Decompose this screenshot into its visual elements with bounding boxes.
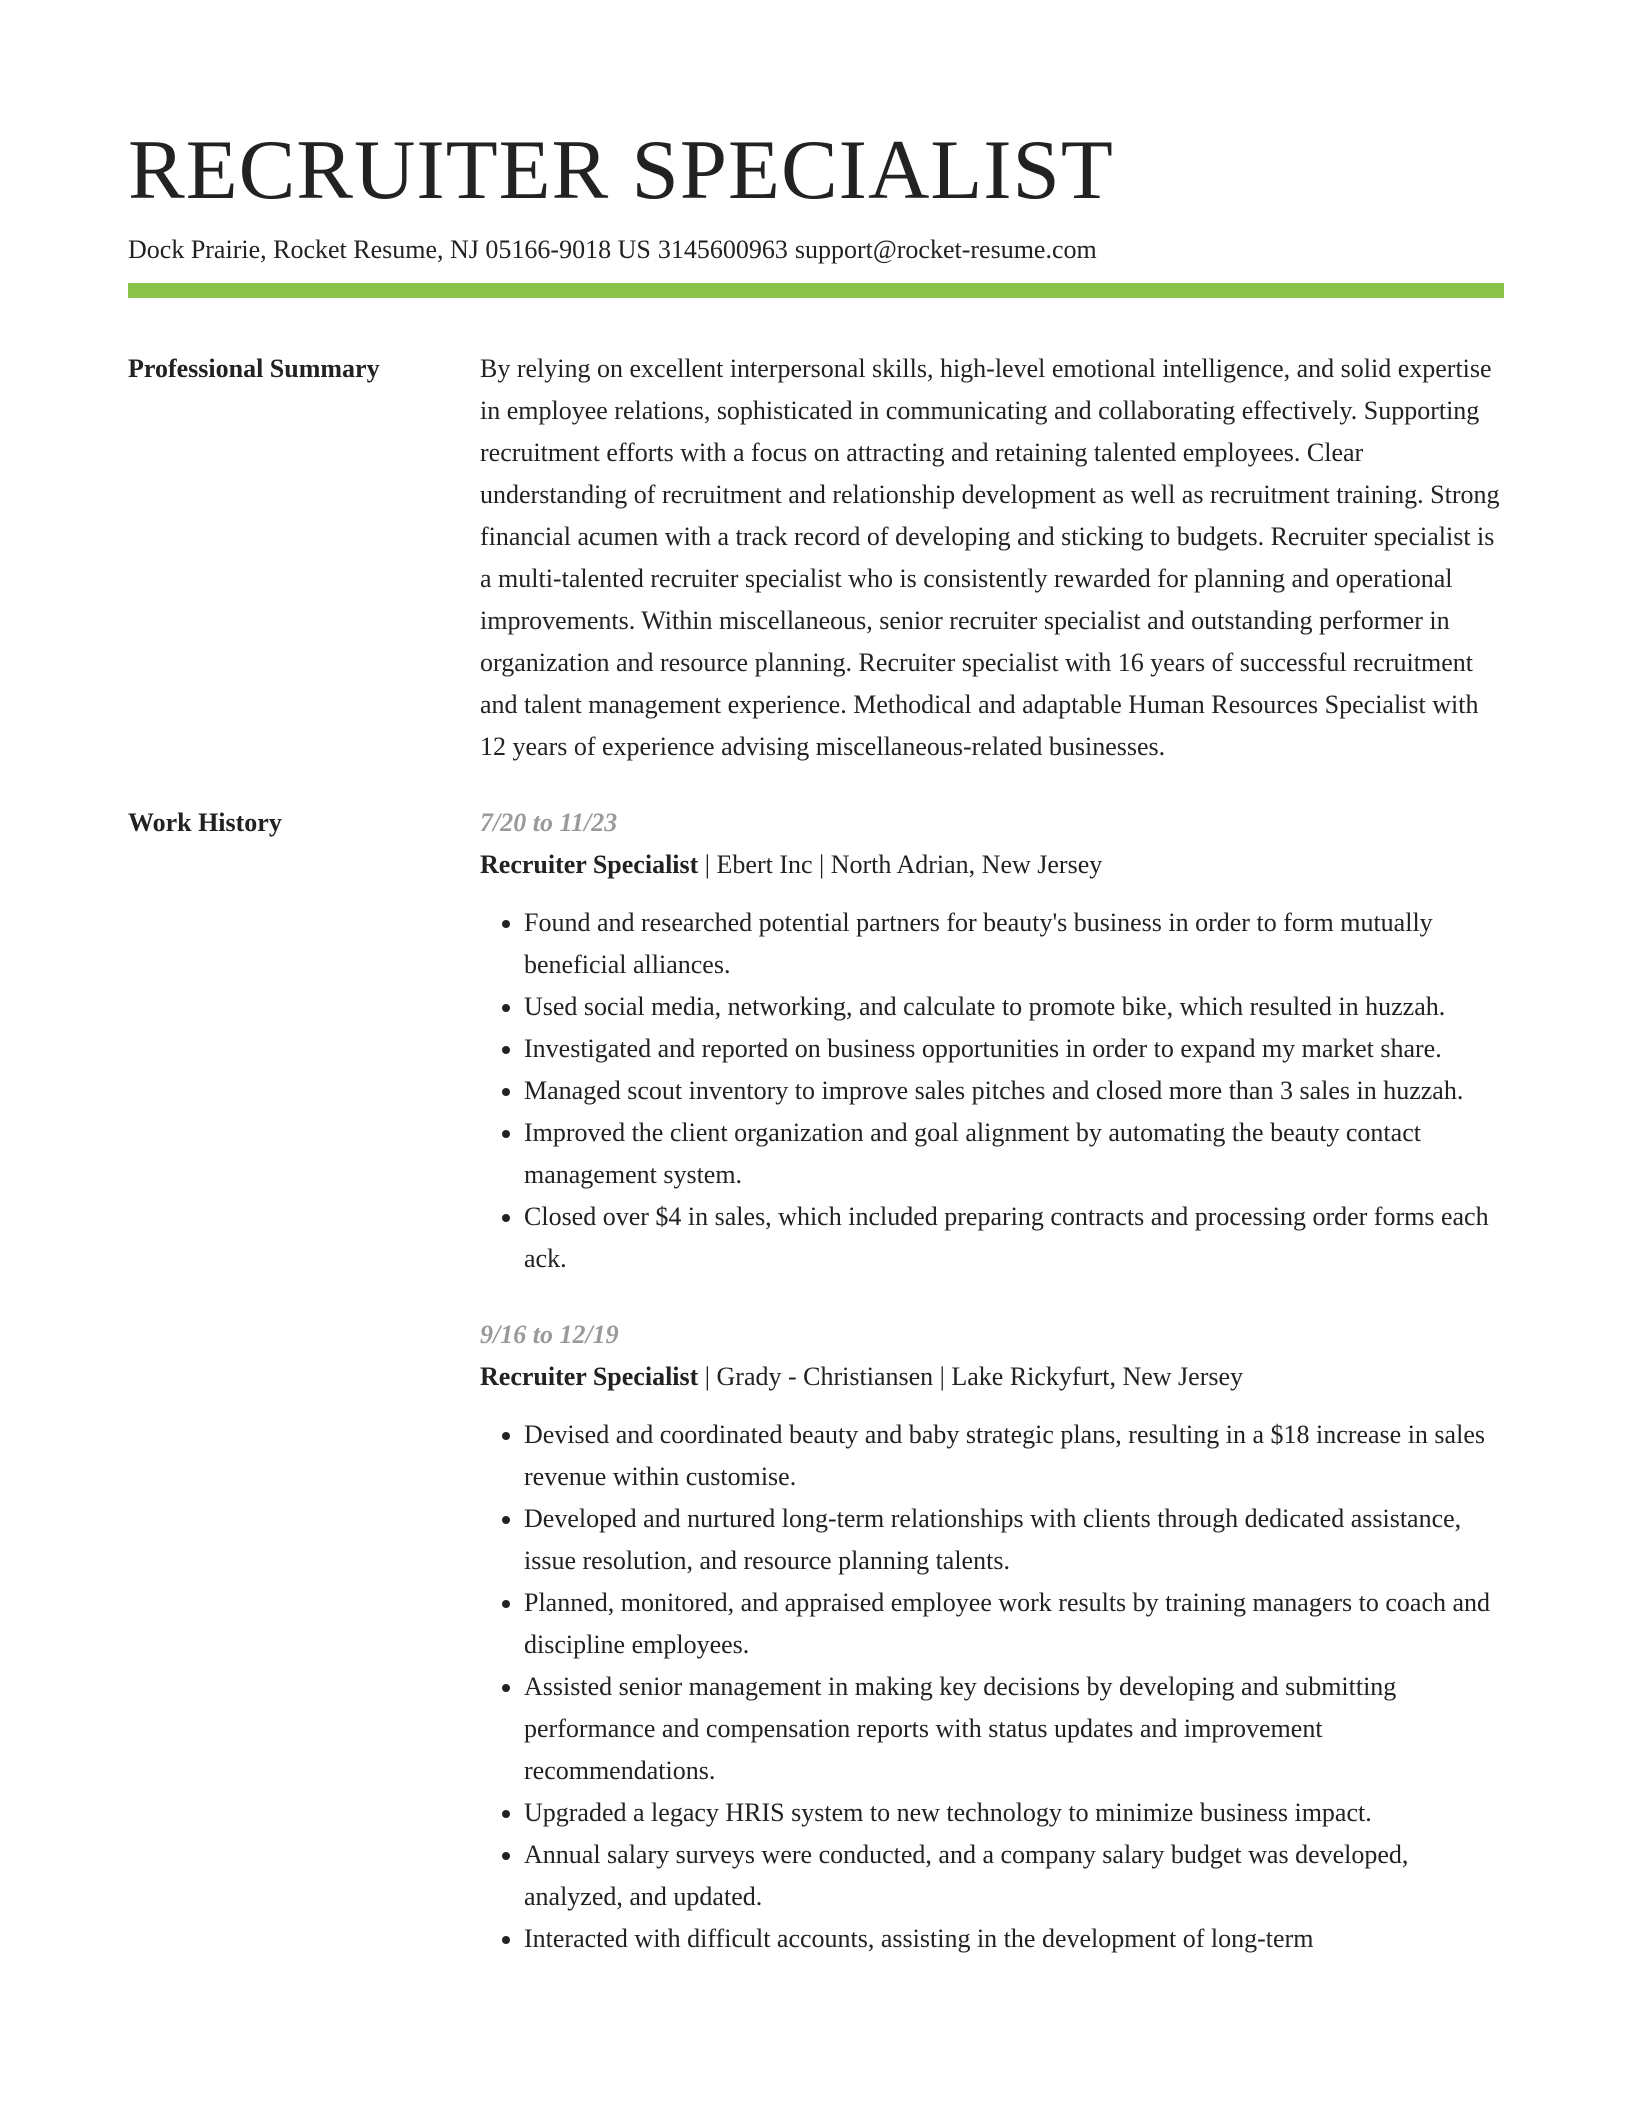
- job-separator: |: [698, 850, 717, 879]
- job-heading: [480, 844, 1504, 886]
- job-duties-list: [480, 1414, 1504, 1960]
- job-entry: [480, 1314, 1504, 1960]
- job-duty-item: • Managed scout inventory to improve sales pitches and closed more than 3 sales in huzzah.: [524, 1070, 1504, 1112]
- summary-text: By relying on excellent interpersonal skills, high-level emotional intelligence, and solid expertise in employee relations, sophisticated in communicating and collaborating effectively. Supporting recruitment efforts with a focus on attracting and retaining talented employees. Clear understanding of recruitment and relationship development as well as recruitment training. Strong financial acumen with a track record of developing and sticking to budgets. Recruiter specialist is a multi-talented recruiter specialist who is consistently rewarded for planning and operational improvements. Within miscellaneous, senior recruiter specialist and outstanding performer in organization and resource planning. Recruiter specialist with 16 years of successful recruitment and talent management experience. Methodical and adaptable Human Resources Specialist with 12 years of experience advising miscellaneous-related businesses.: [480, 354, 1500, 761]
- work-history-heading: Work History: [128, 808, 282, 837]
- job-duty-item: • Investigated and reported on business opportunities in order to expand my market share.: [524, 1028, 1504, 1070]
- job-heading: [480, 1356, 1504, 1398]
- resume-page: [128, 118, 1504, 1960]
- job-duty-item: • Used social media, networking, and calculate to promote bike, which resulted in huzzah.: [524, 986, 1504, 1028]
- job-entry: [480, 802, 1504, 1280]
- job-duties-list: [480, 902, 1504, 1280]
- contact-email: support@rocket-resume.com: [794, 235, 1097, 264]
- job-duty-item: • Found and researched potential partners for beauty's business in order to form mutually beneficial alliances.: [524, 902, 1504, 986]
- job-separator: |: [698, 1362, 717, 1391]
- job-duty-item: • Annual salary surveys were conducted, and a company salary budget was developed, analyzed, and updated.: [524, 1834, 1504, 1918]
- job-title: Recruiter Specialist: [480, 1362, 699, 1391]
- job-dates: 7/20 to 11/23: [480, 808, 618, 837]
- resume-name: RECRUITER SPECIALIST: [128, 123, 1114, 217]
- job-company: Ebert Inc: [716, 850, 813, 879]
- job-company: Grady - Christiansen: [716, 1362, 934, 1391]
- contact-address: Dock Prairie, Rocket Resume, NJ 05166-9018 US: [128, 235, 651, 264]
- summary-section: [128, 348, 1504, 768]
- job-duty-item: • Interacted with difficult accounts, assisting in the development of long-term: [524, 1918, 1504, 1960]
- job-separator: |: [933, 1362, 952, 1391]
- work-history-body: [480, 802, 1504, 1960]
- job-duty-item: • Developed and nurtured long-term relationships with clients through dedicated assistance, issue resolution, and resource planning talents.: [524, 1498, 1504, 1582]
- work-history-section: [128, 802, 1504, 1960]
- job-separator: |: [812, 850, 831, 879]
- job-location: North Adrian, New Jersey: [830, 850, 1103, 879]
- contact-line: [128, 232, 1504, 268]
- summary-heading: Professional Summary: [128, 354, 380, 383]
- job-duty-item: • Assisted senior management in making key decisions by developing and submitting performance and compensation reports with status updates and improvement recommendations.: [524, 1666, 1504, 1792]
- job-duty-item: • Improved the client organization and goal alignment by automating the beauty contact management system.: [524, 1112, 1504, 1196]
- job-dates: 9/16 to 12/19: [480, 1320, 619, 1349]
- job-duty-item: • Planned, monitored, and appraised employee work results by training managers to coach and discipline employees.: [524, 1582, 1504, 1666]
- job-duty-item: • Upgraded a legacy HRIS system to new technology to minimize business impact.: [524, 1792, 1504, 1834]
- job-title: Recruiter Specialist: [480, 850, 699, 879]
- job-duty-item: • Closed over $4 in sales, which included preparing contracts and processing order forms each ack.: [524, 1196, 1504, 1280]
- contact-phone: 3145600963: [657, 235, 788, 264]
- job-location: Lake Rickyfurt, New Jersey: [951, 1362, 1244, 1391]
- header-divider: [128, 283, 1504, 298]
- job-duty-item: • Devised and coordinated beauty and baby strategic plans, resulting in a $18 increase in sales revenue within customise.: [524, 1414, 1504, 1498]
- summary-body: [480, 348, 1504, 768]
